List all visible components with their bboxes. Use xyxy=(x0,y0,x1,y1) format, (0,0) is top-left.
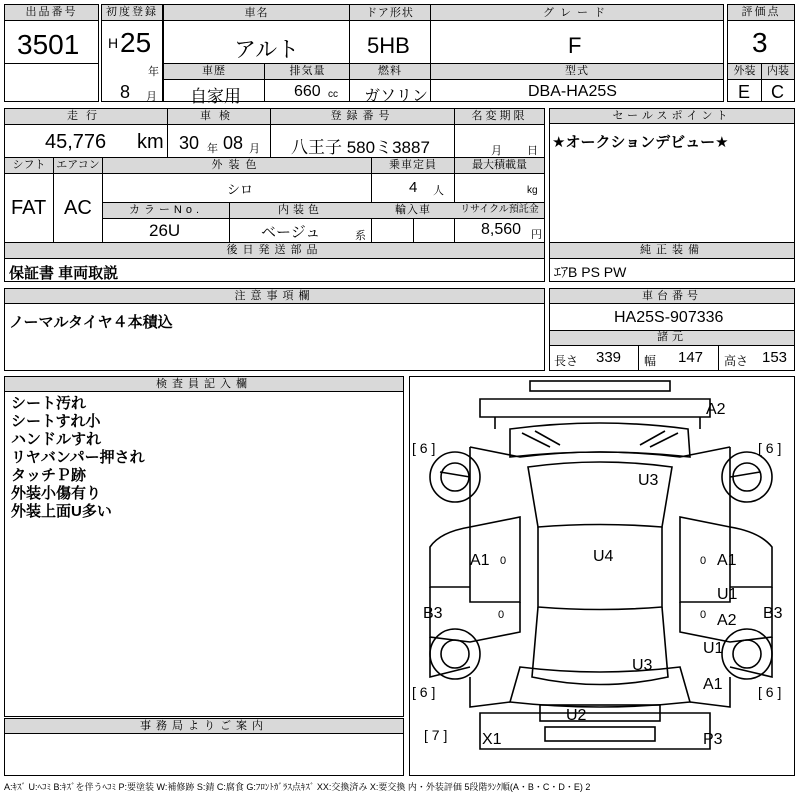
tire-rear-left: [ 6 ] xyxy=(412,684,436,700)
mark-a1-right-lower: A1 xyxy=(703,676,723,693)
length-value: 339 xyxy=(596,349,622,366)
inspector-note: シート汚れ xyxy=(11,395,87,412)
inspection-month: 08 xyxy=(223,133,244,153)
chassis-label: 車台番号 xyxy=(550,289,794,304)
displacement-label: 排気量 xyxy=(289,65,326,77)
registration-number: 八王子 580ミ3887 xyxy=(291,138,430,157)
first-registration-box xyxy=(101,4,163,102)
tire-rear-right: [ 6 ] xyxy=(758,684,782,700)
name-change-label: 名変期限 xyxy=(471,110,528,122)
mileage: 45,776 xyxy=(45,131,107,153)
mark-b3-left: B3 xyxy=(423,605,443,622)
inspector-label: 検査員記入欄 xyxy=(5,377,403,392)
interior-color-label: 内装色 xyxy=(278,204,323,216)
grade-label: グレード xyxy=(543,7,611,19)
lot-label: 出品番号 xyxy=(5,5,98,21)
sales-point-text: ★オークションデビュー★ xyxy=(552,134,729,151)
tire-front-left: [ 6 ] xyxy=(412,440,436,456)
inspector-note: リヤバンパー押され xyxy=(11,449,145,466)
genuine-equipment-label: 純正装備 xyxy=(640,244,704,256)
first-reg-label: 初度登録 xyxy=(102,5,162,21)
mark-a1-left: A1 xyxy=(470,552,490,569)
inspection-month-unit: 月 xyxy=(249,143,260,155)
door-label: ドア形状 xyxy=(366,7,414,19)
era: H xyxy=(108,35,119,51)
lot-box xyxy=(4,4,99,102)
shift-label: シフト xyxy=(12,159,46,171)
inspection-year: 30 xyxy=(179,133,200,153)
car-info-box xyxy=(163,4,724,106)
month-unit: 月 xyxy=(146,91,157,103)
recycle-unit: 円 xyxy=(531,229,542,241)
color-number: 26U xyxy=(149,221,181,240)
mark-u3-bottom: U3 xyxy=(632,657,653,674)
dims-label: 諸元 xyxy=(657,331,687,343)
inspector-note: 外装上面U多い xyxy=(11,503,112,520)
mark-a2-top: A2 xyxy=(706,401,726,418)
capacity: 4 xyxy=(409,179,418,196)
office-notice-label: 事務局よりご案内 xyxy=(5,719,403,734)
mark-u3-top: U3 xyxy=(638,472,659,489)
inspector-note: 外装小傷有り xyxy=(11,485,102,502)
height-value: 153 xyxy=(762,349,788,366)
interior-color: ベージュ xyxy=(261,224,321,241)
inspector-note: シートすれ小 xyxy=(11,413,101,430)
caution-box xyxy=(4,288,545,371)
car-outline-diagram xyxy=(410,377,794,775)
caution-text: ノーマルタイヤ４本積込 xyxy=(9,314,173,331)
interior-score: C xyxy=(771,82,784,102)
mileage-unit: km xyxy=(137,131,164,153)
mark-zero: 0 xyxy=(700,555,707,567)
exterior-score: E xyxy=(738,82,751,102)
first-reg-year: 25 xyxy=(120,27,152,58)
import-label: 輸入車 xyxy=(395,204,431,216)
score-label: 評価点 xyxy=(728,5,794,21)
color-no-label: カラーNo. xyxy=(128,204,204,216)
inspector-note: ハンドルすれ xyxy=(11,431,102,448)
max-load-unit: kg xyxy=(527,185,538,196)
genuine-equipment-text: ｴｱB PS PW xyxy=(554,264,627,280)
model-code: DBA-HA25S xyxy=(528,83,617,100)
specs-box xyxy=(4,108,545,282)
mark-x1: X1 xyxy=(482,731,502,748)
mark-u4: U4 xyxy=(593,548,614,565)
score: 3 xyxy=(752,27,768,58)
mark-a2-right: A2 xyxy=(717,612,737,629)
mark-u1-right-lower: U1 xyxy=(703,640,724,657)
mark-zero: 0 xyxy=(700,609,707,621)
registration-label: 登録番号 xyxy=(330,110,395,122)
sales-point-label: セールスポイント xyxy=(550,109,794,124)
spare-tire: [ 7 ] xyxy=(424,727,448,743)
inspector-notes xyxy=(11,395,145,521)
shift: FAT xyxy=(11,197,47,219)
displacement: 660 xyxy=(294,83,321,100)
car-name: アルト xyxy=(234,37,300,62)
sales-point-box xyxy=(549,108,795,282)
grade: F xyxy=(568,33,582,58)
history: 自家用 xyxy=(190,87,241,106)
inspection-year-unit: 年 xyxy=(207,143,218,155)
mark-zero: 0 xyxy=(498,609,505,621)
displacement-unit: cc xyxy=(328,89,338,100)
inspector-note: タッチＰ跡 xyxy=(11,467,87,484)
capacity-label: 乗車定員 xyxy=(389,159,437,171)
exterior-color: シロ xyxy=(227,182,254,197)
mark-b3-right: B3 xyxy=(763,605,783,622)
name-change-day-unit: 日 xyxy=(527,145,538,157)
inspection-label: 車検 xyxy=(200,110,238,122)
office-notice-box xyxy=(4,718,404,776)
chassis-box xyxy=(549,288,795,371)
car-name-label: 車名 xyxy=(244,7,269,19)
first-reg-month: 8 xyxy=(120,82,131,102)
recycle-amount: 8,560 xyxy=(481,221,522,238)
legend-text: A:ｷｽﾞ U:ﾍｺﾐ B:ｷｽﾞを伴うﾍｺﾐ P:要塗装 W:補修跡 S:錆 C:腐食 G:ﾌﾛﾝﾄｶﾞﾗｽ点ｷｽﾞ XX:交換済み X:要交換 内・外装評価 5段階ﾗﾝｸ順(A・B・C・D・E) 2 xyxy=(4,782,591,792)
history-label: 車歴 xyxy=(202,65,226,77)
interior-label: 内装 xyxy=(767,65,789,77)
width-label: 幅 xyxy=(644,354,657,368)
inspector-box xyxy=(4,376,404,717)
year-unit: 年 xyxy=(148,66,159,78)
name-change-month-unit: 月 xyxy=(491,145,502,157)
aircon-label: エアコン xyxy=(56,159,100,171)
model-label: 型式 xyxy=(565,65,589,77)
height-label: 高さ xyxy=(724,354,749,368)
fuel: ガソリン xyxy=(364,88,429,105)
recycle-label: リサイクル預託金 xyxy=(460,204,539,215)
color-label: 外装色 xyxy=(211,159,263,171)
exterior-label: 外装 xyxy=(733,65,756,77)
later-parts-text: 保証書 車両取説 xyxy=(9,265,119,282)
mark-zero: 0 xyxy=(500,555,507,567)
length-label: 長さ xyxy=(554,354,579,368)
max-load-label: 最大積載量 xyxy=(472,159,527,171)
fuel-label: 燃料 xyxy=(378,65,402,77)
capacity-unit: 人 xyxy=(433,185,444,197)
mileage-label: 走行 xyxy=(67,110,105,122)
door-type: 5HB xyxy=(367,33,410,58)
mark-u2: U2 xyxy=(566,707,587,724)
width-value: 147 xyxy=(678,349,704,366)
later-parts-label: 後日発送部品 xyxy=(226,244,323,256)
lot-number: 3501 xyxy=(17,29,80,60)
condition-diagram xyxy=(409,376,795,776)
mark-p3: P3 xyxy=(703,731,723,748)
mark-u1-right: U1 xyxy=(717,586,738,603)
score-box xyxy=(727,4,795,102)
chassis-number: HA25S-907336 xyxy=(614,309,724,326)
tire-front-right: [ 6 ] xyxy=(758,440,782,456)
mark-a1-right: A1 xyxy=(717,552,737,569)
interior-color-unit: 系 xyxy=(355,230,366,242)
caution-label: 注意事項欄 xyxy=(5,289,544,304)
aircon: AC xyxy=(64,197,92,219)
